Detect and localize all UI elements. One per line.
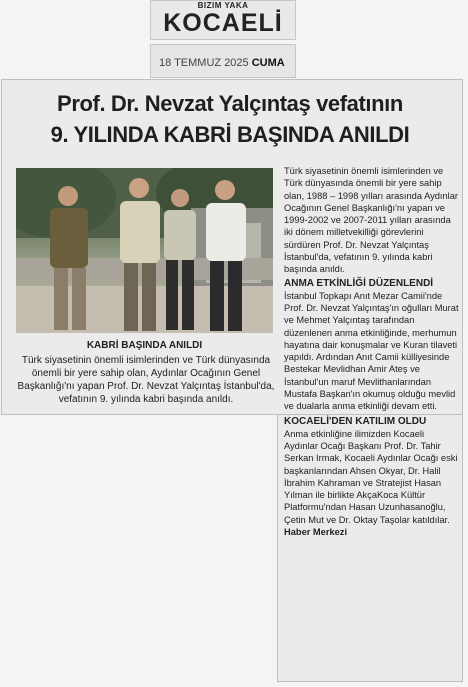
body-paragraph-1: Türk siyasetinin önemli isimlerinden ve Türk dünyasında önemli bir yere sahip olan, 1988 – 1998 yılları arasında Aydınlar Ocağının Genel Başkanlığı'nı yapan ve 1999-2002 ve 2007-2011 yılları arasında iki dönem milletvekilliği görevlerini sürdüren Prof. Dr. Nevzat Yalçıntaş İstanbul'da, vefatının 9. yılında kabri başında anıldı. [284,166,459,275]
masthead-tagline: BIZIM YAKA [197,1,249,10]
group-photo-illustration [16,168,273,333]
body-paragraph-3 [284,428,460,539]
subheading-kocaeli: KOCAELİ'DEN KATILIM OLDU [284,415,427,427]
photo-caption-title: KABRİ BAŞINDA ANILDI [86,340,203,351]
newspaper-masthead [150,0,296,40]
headline-line-1: Prof. Dr. Nevzat Yalçıntaş vefatının [57,91,403,116]
dateline [150,44,296,78]
byline: Haber Merkezi [284,527,348,538]
subheading-anma: ANMA ETKİNLİĞİ DÜZENLENDİ [284,277,434,289]
day-text: CUMA [251,57,285,69]
article-body [284,165,460,538]
article-photo [16,168,273,333]
headline-line-2: 9. YILINDA KABRİ BAŞINDA ANILDI [50,122,410,147]
body-paragraph-3-text: Anma etkinliğine ilimizden Kocaeli Aydınlar Ocağı Başkanı Prof. Dr. Tahir Serkan Irmak, Kocaeli Aydınlar Ocağı eski başkanlarından Ahsen Okyar, Dr. Halil İbrahim Kahraman ve Stratejist Hasan Yılman ile birlikte AkçaKoca Kültür Platformu'ndan Hasan Uzunhasanoğlu, Çetin Mut ve Dr. Oktay Taşolar katıldılar. [284,428,458,525]
date-text: 18 TEMMUZ 2025 [159,57,249,69]
masthead-title: KOCAELİ [163,9,283,37]
photo-caption-body: Türk siyasetinin önemli isimlerinden ve Türk dünyasında önemli bir yere sahip olan, Aydınlar Ocağının Genel Başkanlığı'nı yapan Prof. Dr. Nevzat Yalçıntaş İstanbul'da, vefatının 9. yılında kabri başında anıldı. [17,355,275,405]
body-paragraph-2: İstanbul Topkapı Anıt Mezar Camii'nde Prof. Dr. Nevzat Yalçıntaş'ın oğulları Murat ve Mehmet Yalçıntaş tarafından düzenlenen anma etkinliğinde, merhumun hayatına dair konuşmalar ve Kuran tilaveti yapıldı. Ardından Anıt Camii külliyesinde Bestekar Mevlidhan Amir Ateş ve İstanbul'un maruf Mevlithanlarından Mustafa Başkan'ın okumuş olduğu mevlid ve dualarla anma etkinliği devam etti. [284,290,459,412]
article-headline [10,88,450,150]
